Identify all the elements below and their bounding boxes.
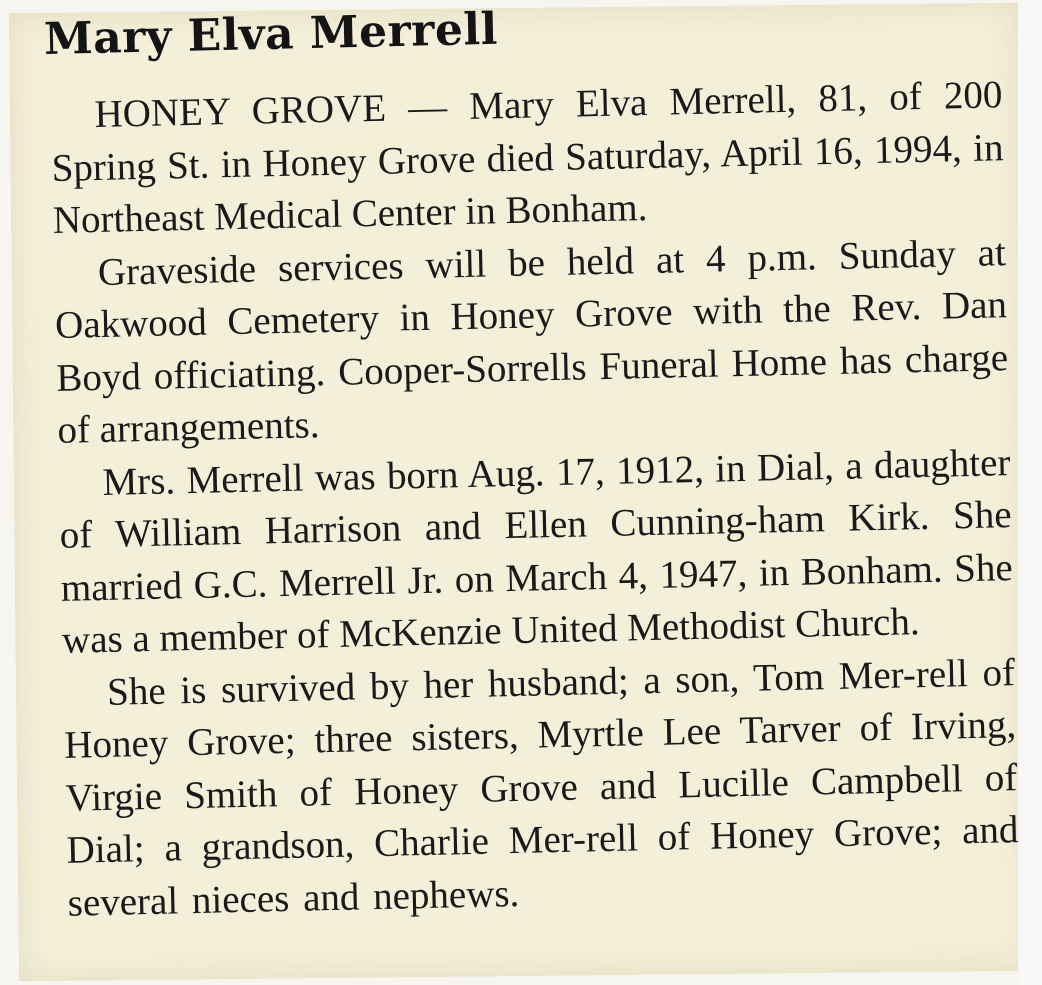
obituary-headline: Mary Elva Merrell	[43, 3, 499, 65]
paragraph-services: Graveside services will be held at 4 p.m. Sunday at Oakwood Cemetery in Honey Grove with the Rev. Dan Boyd officiating. Cooper-Sorrells Funeral Home has charge of arrangements.	[54, 230, 1009, 452]
obituary-body	[50, 69, 1020, 930]
paragraph-biography: Mrs. Merrell was born Aug. 17, 1912, in Dial, a daughter of William Harrison and Ellen Cunning-ham Kirk. She married G.C. Merrell Jr. on March 4, 1947, in Bonham. She was a member of McKenzie United Methodist Church.	[59, 440, 1014, 662]
paragraph-death-notice: HONEY GROVE — Mary Elva Merrell, 81, of 200 Spring St. in Honey Grove died Saturday, April 16, 1994, in Northeast Medical Center in Bonham.	[51, 73, 1004, 242]
paragraph-survivors: She is survived by her husband; a son, Tom Mer-rell of Honey Grove; three sisters, Myrtle Lee Tarver of Irving, Virgie Smith of Honey Grove and Lucille Campbell of Dial; a grandson, Charlie Mer-rell of Honey Grove; and several nieces and nephews.	[63, 650, 1019, 925]
page-margin	[1018, 0, 1042, 985]
